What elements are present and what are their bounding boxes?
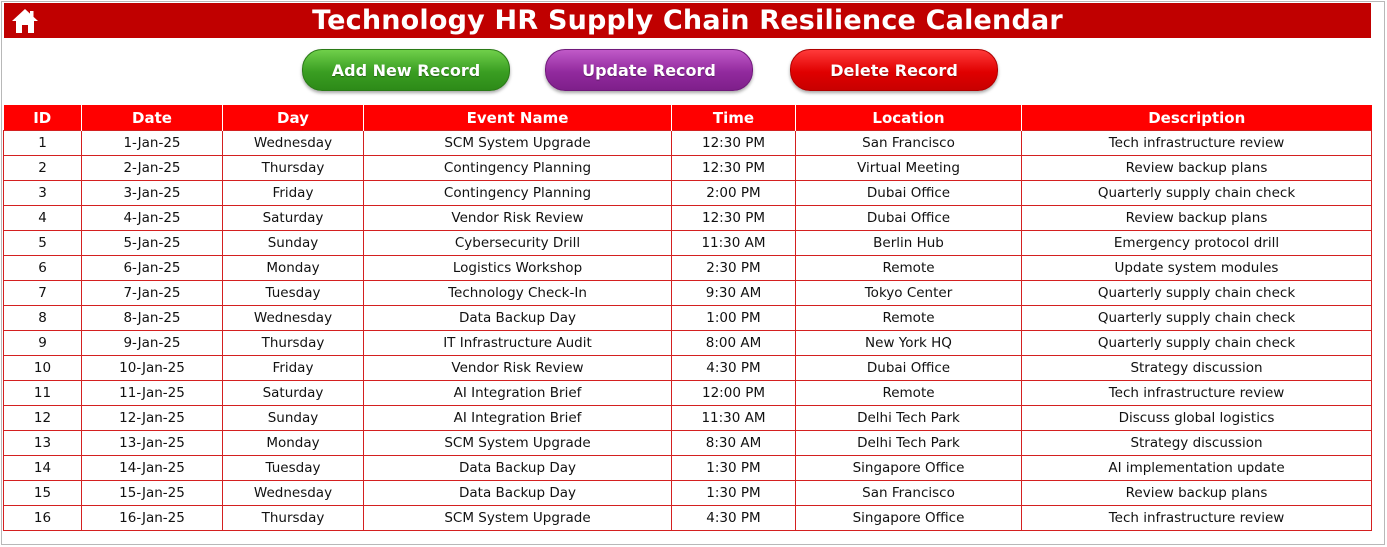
column-header-time[interactable]: Time — [672, 105, 796, 131]
table-body — [4, 131, 1372, 531]
cell-date[interactable]: 5-Jan-25 — [82, 231, 223, 256]
column-header-id[interactable]: ID — [4, 105, 82, 131]
table-row[interactable] — [4, 481, 1372, 506]
cell-time[interactable]: 4:30 PM — [672, 506, 796, 531]
cell-location[interactable]: Delhi Tech Park — [796, 406, 1022, 431]
cell-id[interactable]: 5 — [4, 231, 82, 256]
cell-date[interactable]: 2-Jan-25 — [82, 156, 223, 181]
cell-day[interactable]: Friday — [223, 356, 364, 381]
cell-event-name[interactable]: Cybersecurity Drill — [364, 231, 672, 256]
column-header-date[interactable]: Date — [82, 105, 223, 131]
cell-date[interactable]: 8-Jan-25 — [82, 306, 223, 331]
cell-id[interactable]: 1 — [4, 131, 82, 156]
column-header-event-name[interactable]: Event Name — [364, 105, 672, 131]
cell-location[interactable]: Dubai Office — [796, 206, 1022, 231]
cell-time[interactable]: 8:30 AM — [672, 431, 796, 456]
cell-date[interactable]: 3-Jan-25 — [82, 181, 223, 206]
cell-location[interactable]: Tokyo Center — [796, 281, 1022, 306]
cell-day[interactable]: Thursday — [223, 331, 364, 356]
cell-location[interactable]: New York HQ — [796, 331, 1022, 356]
cell-description[interactable]: AI implementation update — [1022, 456, 1372, 481]
cell-location[interactable]: Berlin Hub — [796, 231, 1022, 256]
cell-event-name[interactable]: Data Backup Day — [364, 481, 672, 506]
cell-time[interactable]: 4:30 PM — [672, 356, 796, 381]
table-row[interactable] — [4, 206, 1372, 231]
cell-event-name[interactable]: Contingency Planning — [364, 181, 672, 206]
cell-time[interactable]: 12:00 PM — [672, 381, 796, 406]
cell-date[interactable]: 7-Jan-25 — [82, 281, 223, 306]
cell-description[interactable]: Tech infrastructure review — [1022, 381, 1372, 406]
table-row[interactable] — [4, 281, 1372, 306]
cell-date[interactable]: 15-Jan-25 — [82, 481, 223, 506]
table-row[interactable] — [4, 506, 1372, 531]
cell-date[interactable]: 1-Jan-25 — [82, 131, 223, 156]
cell-event-name[interactable]: Contingency Planning — [364, 156, 672, 181]
cell-time[interactable]: 1:00 PM — [672, 306, 796, 331]
cell-description[interactable]: Tech infrastructure review — [1022, 131, 1372, 156]
cell-time[interactable]: 11:30 AM — [672, 406, 796, 431]
add-new-record-button[interactable]: Add New Record — [302, 49, 510, 91]
table-row[interactable] — [4, 181, 1372, 206]
table-row[interactable] — [4, 231, 1372, 256]
cell-event-name[interactable]: AI Integration Brief — [364, 406, 672, 431]
cell-id[interactable]: 11 — [4, 381, 82, 406]
cell-location[interactable]: Remote — [796, 256, 1022, 281]
table-row[interactable] — [4, 381, 1372, 406]
cell-date[interactable]: 6-Jan-25 — [82, 256, 223, 281]
cell-location[interactable]: San Francisco — [796, 481, 1022, 506]
cell-time[interactable]: 8:00 AM — [672, 331, 796, 356]
table-row[interactable] — [4, 431, 1372, 456]
cell-id[interactable]: 12 — [4, 406, 82, 431]
cell-description[interactable]: Tech infrastructure review — [1022, 506, 1372, 531]
table-row[interactable] — [4, 306, 1372, 331]
cell-id[interactable]: 8 — [4, 306, 82, 331]
cell-day[interactable]: Thursday — [223, 506, 364, 531]
cell-id[interactable]: 6 — [4, 256, 82, 281]
cell-time[interactable]: 11:30 AM — [672, 231, 796, 256]
cell-day[interactable]: Saturday — [223, 206, 364, 231]
cell-date[interactable]: 10-Jan-25 — [82, 356, 223, 381]
cell-description[interactable]: Quarterly supply chain check — [1022, 331, 1372, 356]
cell-time[interactable]: 9:30 AM — [672, 281, 796, 306]
cell-description[interactable]: Review backup plans — [1022, 156, 1372, 181]
cell-description[interactable]: Review backup plans — [1022, 206, 1372, 231]
cell-day[interactable]: Thursday — [223, 156, 364, 181]
cell-location[interactable]: Dubai Office — [796, 181, 1022, 206]
table-row[interactable] — [4, 456, 1372, 481]
cell-description[interactable]: Quarterly supply chain check — [1022, 306, 1372, 331]
cell-location[interactable]: Dubai Office — [796, 356, 1022, 381]
cell-location[interactable]: San Francisco — [796, 131, 1022, 156]
cell-id[interactable]: 9 — [4, 331, 82, 356]
cell-id[interactable]: 10 — [4, 356, 82, 381]
table-header-row — [4, 105, 1372, 131]
column-header-location[interactable]: Location — [796, 105, 1022, 131]
cell-description[interactable]: Quarterly supply chain check — [1022, 181, 1372, 206]
cell-time[interactable]: 2:30 PM — [672, 256, 796, 281]
cell-id[interactable]: 16 — [4, 506, 82, 531]
records-table — [3, 105, 1372, 531]
cell-event-name[interactable]: SCM System Upgrade — [364, 431, 672, 456]
cell-id[interactable]: 4 — [4, 206, 82, 231]
cell-id[interactable]: 2 — [4, 156, 82, 181]
cell-event-name[interactable]: SCM System Upgrade — [364, 506, 672, 531]
table-row[interactable] — [4, 156, 1372, 181]
table-row[interactable] — [4, 256, 1372, 281]
cell-day[interactable]: Monday — [223, 256, 364, 281]
cell-location[interactable]: Delhi Tech Park — [796, 431, 1022, 456]
cell-location[interactable]: Remote — [796, 381, 1022, 406]
page-title: Technology HR Supply Chain Resilience Calendar — [312, 5, 1063, 36]
cell-time[interactable]: 12:30 PM — [672, 156, 796, 181]
cell-location[interactable]: Singapore Office — [796, 506, 1022, 531]
cell-time[interactable]: 1:30 PM — [672, 481, 796, 506]
cell-id[interactable]: 7 — [4, 281, 82, 306]
cell-day[interactable]: Monday — [223, 431, 364, 456]
cell-day[interactable]: Saturday — [223, 381, 364, 406]
cell-event-name[interactable]: Vendor Risk Review — [364, 356, 672, 381]
cell-location[interactable]: Virtual Meeting — [796, 156, 1022, 181]
update-record-button[interactable]: Update Record — [545, 49, 753, 91]
cell-description[interactable]: Strategy discussion — [1022, 431, 1372, 456]
cell-day[interactable]: Wednesday — [223, 481, 364, 506]
cell-event-name[interactable]: Vendor Risk Review — [364, 206, 672, 231]
cell-description[interactable]: Strategy discussion — [1022, 356, 1372, 381]
cell-description[interactable]: Review backup plans — [1022, 481, 1372, 506]
cell-date[interactable]: 13-Jan-25 — [82, 431, 223, 456]
cell-date[interactable]: 16-Jan-25 — [82, 506, 223, 531]
cell-id[interactable]: 3 — [4, 181, 82, 206]
cell-event-name[interactable]: IT Infrastructure Audit — [364, 331, 672, 356]
cell-description[interactable]: Discuss global logistics — [1022, 406, 1372, 431]
cell-event-name[interactable]: Data Backup Day — [364, 456, 672, 481]
cell-id[interactable]: 15 — [4, 481, 82, 506]
table-row[interactable] — [4, 131, 1372, 156]
cell-day[interactable]: Tuesday — [223, 456, 364, 481]
cell-day[interactable]: Wednesday — [223, 306, 364, 331]
cell-location[interactable]: Singapore Office — [796, 456, 1022, 481]
cell-id[interactable]: 13 — [4, 431, 82, 456]
cell-day[interactable]: Friday — [223, 181, 364, 206]
cell-description[interactable]: Quarterly supply chain check — [1022, 281, 1372, 306]
title-bar — [4, 3, 1371, 38]
cell-location[interactable]: Remote — [796, 306, 1022, 331]
table-row[interactable] — [4, 356, 1372, 381]
cell-day[interactable]: Sunday — [223, 231, 364, 256]
cell-event-name[interactable]: Data Backup Day — [364, 306, 672, 331]
home-icon — [10, 7, 40, 35]
cell-date[interactable]: 11-Jan-25 — [82, 381, 223, 406]
home-button[interactable] — [7, 4, 43, 37]
delete-record-button[interactable]: Delete Record — [790, 49, 998, 91]
cell-event-name[interactable]: AI Integration Brief — [364, 381, 672, 406]
table-row[interactable] — [4, 406, 1372, 431]
column-header-description[interactable]: Description — [1022, 105, 1372, 131]
cell-time[interactable]: 12:30 PM — [672, 206, 796, 231]
cell-day[interactable]: Wednesday — [223, 131, 364, 156]
cell-time[interactable]: 2:00 PM — [672, 181, 796, 206]
cell-date[interactable]: 9-Jan-25 — [82, 331, 223, 356]
cell-time[interactable]: 12:30 PM — [672, 131, 796, 156]
cell-day[interactable]: Tuesday — [223, 281, 364, 306]
cell-date[interactable]: 4-Jan-25 — [82, 206, 223, 231]
column-header-day[interactable]: Day — [223, 105, 364, 131]
cell-event-name[interactable]: SCM System Upgrade — [364, 131, 672, 156]
cell-id[interactable]: 14 — [4, 456, 82, 481]
cell-day[interactable]: Sunday — [223, 406, 364, 431]
cell-date[interactable]: 12-Jan-25 — [82, 406, 223, 431]
table-row[interactable] — [4, 331, 1372, 356]
cell-event-name[interactable]: Technology Check-In — [364, 281, 672, 306]
cell-description[interactable]: Emergency protocol drill — [1022, 231, 1372, 256]
cell-description[interactable]: Update system modules — [1022, 256, 1372, 281]
cell-time[interactable]: 1:30 PM — [672, 456, 796, 481]
cell-date[interactable]: 14-Jan-25 — [82, 456, 223, 481]
cell-event-name[interactable]: Logistics Workshop — [364, 256, 672, 281]
